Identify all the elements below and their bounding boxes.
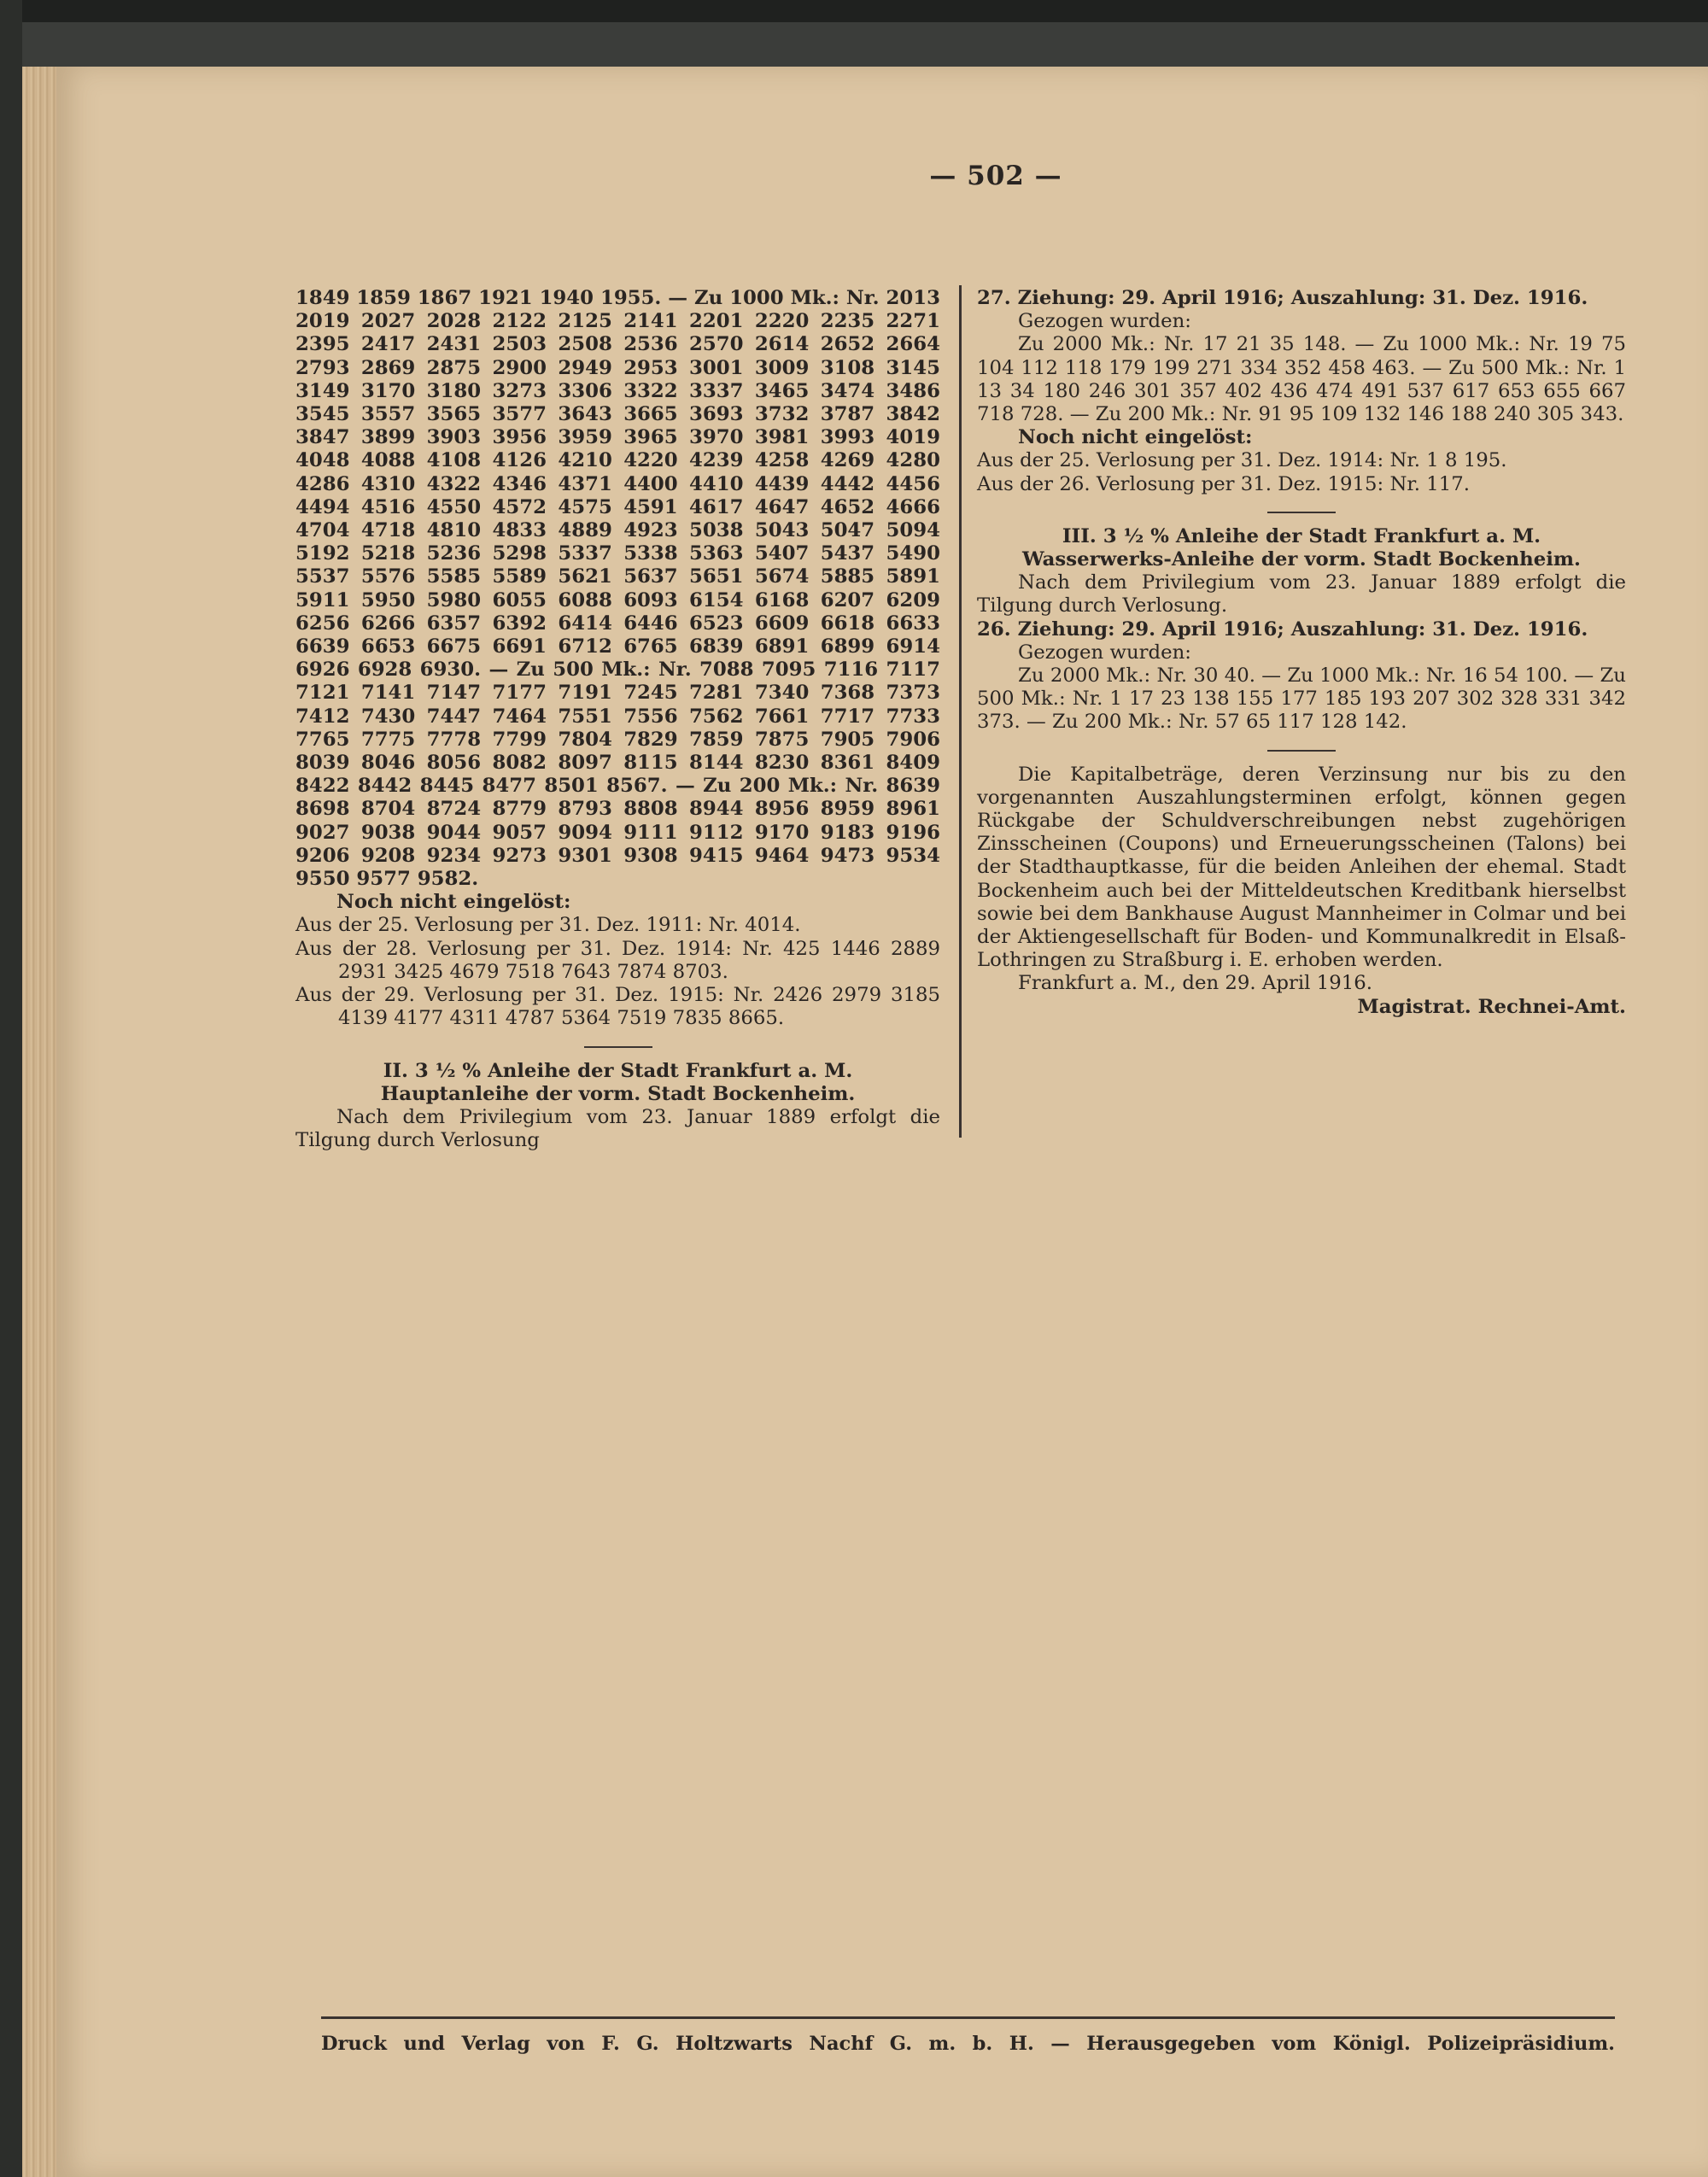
unredeemed-entry-2: Aus der 28. Verlosung per 31. Dez. 1914: Nr. 425 1446 2889 2931 3425 4679 7518 7643 7874 8703.	[295, 937, 940, 983]
drawing-27-unredeemed-2: Aus der 26. Verlosung per 31. Dez. 1915: Nr. 117.	[977, 472, 1471, 495]
section-divider	[1267, 512, 1336, 513]
drawing-26-gezogen: Gezogen wurden:	[1018, 641, 1191, 664]
section-divider	[1267, 750, 1336, 752]
drawing-27-heading: 27. Ziehung: 29. April 1916; Auszahlung: 31. Dez. 1916.	[977, 287, 1588, 309]
date-line: Frankfurt a. M., den 29. April 1916.	[1018, 972, 1372, 995]
unredeemed-entry-3: Aus der 29. Verlosung per 31. Dez. 1915: Nr. 2426 2979 3185 4139 4177 4311 4787 5364 7519 7835 8665.	[295, 984, 940, 1030]
section-3-title: III. 3 ½ % Anleihe der Stadt Frankfurt a. M.	[1062, 524, 1541, 547]
section-3-text: Nach dem Privilegium vom 23. Januar 1889 erfolgt die Tilgung durch Verlosung.	[977, 571, 1626, 617]
section-2-text: Nach dem Privilegium vom 23. Januar 1889 erfolgt die Tilgung durch Verlosung	[295, 1105, 940, 1152]
section-2-subtitle: Hauptanleihe der vorm. Stadt Bockenheim.	[380, 1082, 856, 1105]
footer-rule	[321, 2016, 1615, 2019]
right-column	[977, 287, 1626, 1019]
scan-background-strip	[0, 0, 1708, 22]
book-cover-edge	[0, 0, 22, 2177]
payment-notice: Die Kapitalbeträge, deren Verzinsung nur bis zu den vorgenannten Auszahlungsterminen erfolgt, können gegen Rückgabe der Schuldverschreibungen nebst zugehörigen Zinsscheinen (Coupons) und Erneuerungsscheinen (Talons) bei der Stadthauptkasse, für die beiden Anleihen der ehemal. Stadt Bockenheim auch bei der Mitteldeutschen Kreditbank hierselbst sowie bei dem Bankhause August Mannheimer in Colmar und bei der Aktiengesellschaft für Boden- und Kommunalkredit in Elsaß-Lothringen zu Straßburg i. E. erhoben werden.	[977, 763, 1626, 972]
drawn-numbers-list: 1849 1859 1867 1921 1940 1955. — Zu 1000 Mk.: Nr. 2013 2019 2027 2028 2122 2125 2141 2201 2220 2235 2271 2395 2417 2431 2503 2508 2536 2570 2614 2652 2664 2793 2869 2875 2900 2949 2953 3001 3009 3108 3145 3149 3170 3180 3273 3306 3322 3337 3465 3474 3486 3545 3557 3565 3577 3643 3665 3693 3732 3787 3842 3847 3899 3903 3956 3959 3965 3970 3981 3993 4019 4048 4088 4108 4126 4210 4220 4239 4258 4269 4280 4286 4310 4322 4346 4371 4400 4410 4439 4442 4456 4494 4516 4550 4572 4575 4591 4617 4647 4652 4666 4704 4718 4810 4833 4889 4923 5038 5043 5047 5094 5192 5218 5236 5298 5337 5338 5363 5407 5437 5490 5537 5576 5585 5589 5621 5637 5651 5674 5885 5891 5911 5950 5980 6055 6088 6093 6154 6168 6207 6209 6256 6266 6357 6392 6414 6446 6523 6609 6618 6633 6639 6653 6675 6691 6712 6765 6839 6891 6899 6914 6926 6928 6930. — Zu 500 Mk.: Nr. 7088 7095 7116 7117 7121 7141 7147 7177 7191 7245 7281 7340 7368 7373 7412 7430 7447 7464 7551 7556 7562 7661 7717 7733 7765 7775 7778 7799 7804 7829 7859 7875 7905 7906 8039 8046 8056 8082 8097 8115 8144 8230 8361 8409 8422 8442 8445 8477 8501 8567. — Zu 200 Mk.: Nr. 8639 8698 8704 8724 8779 8793 8808 8944 8956 8959 8961 9027 9038 9044 9057 9094 9111 9112 9170 9183 9196 9206 9208 9234 9273 9301 9308 9415 9464 9473 9534 9550 9577 9582.	[295, 287, 940, 891]
drawing-27-numbers: Zu 2000 Mk.: Nr. 17 21 35 148. — Zu 1000 Mk.: Nr. 19 75 104 112 118 179 199 271 334 352 458 463. — Zu 500 Mk.: Nr. 1 13 34 180 246 301 357 402 436 474 491 537 617 653 655 667 718 728. — Zu 200 Mk.: Nr. 91 95 109 132 146 188 240 305 343.	[977, 333, 1626, 426]
drawing-27-gezogen: Gezogen wurden:	[1018, 310, 1191, 333]
signature: Magistrat. Rechnei-Amt.	[1357, 995, 1626, 1018]
drawing-26-heading: 26. Ziehung: 29. April 1916; Auszahlung: 31. Dez. 1916.	[977, 617, 1588, 641]
document-page	[56, 67, 1708, 2177]
drawing-26-numbers: Zu 2000 Mk.: Nr. 30 40. — Zu 1000 Mk.: Nr. 16 54 100. — Zu 500 Mk.: Nr. 1 17 23 138 155 177 185 193 207 302 328 331 342 373. — Zu 200 Mk.: Nr. 57 65 117 128 142.	[977, 664, 1626, 734]
unredeemed-entry-1: Aus der 25. Verlosung per 31. Dez. 1911: Nr. 4014.	[295, 914, 801, 937]
noch-nicht-heading: Noch nicht eingelöst:	[336, 891, 571, 914]
drawing-27-unredeemed-1: Aus der 25. Verlosung per 31. Dez. 1914: Nr. 1 8 195.	[977, 449, 1507, 472]
page-number: — 502 —	[929, 161, 1062, 191]
section-divider	[584, 1046, 652, 1048]
section-2-title: II. 3 ½ % Anleihe der Stadt Frankfurt a. M.	[383, 1059, 853, 1082]
column-divider	[959, 285, 962, 1138]
section-3-subtitle: Wasserwerks-Anleihe der vorm. Stadt Bockenheim.	[1022, 548, 1581, 571]
left-column	[295, 287, 940, 1152]
footer-imprint: Druck und Verlag von F. G. Holtzwarts Nachf G. m. b. H. — Herausgegeben vom Königl. Polizeipräsidium.	[321, 2033, 1615, 2055]
drawing-27-noch-nicht: Noch nicht eingelöst:	[1018, 426, 1253, 449]
